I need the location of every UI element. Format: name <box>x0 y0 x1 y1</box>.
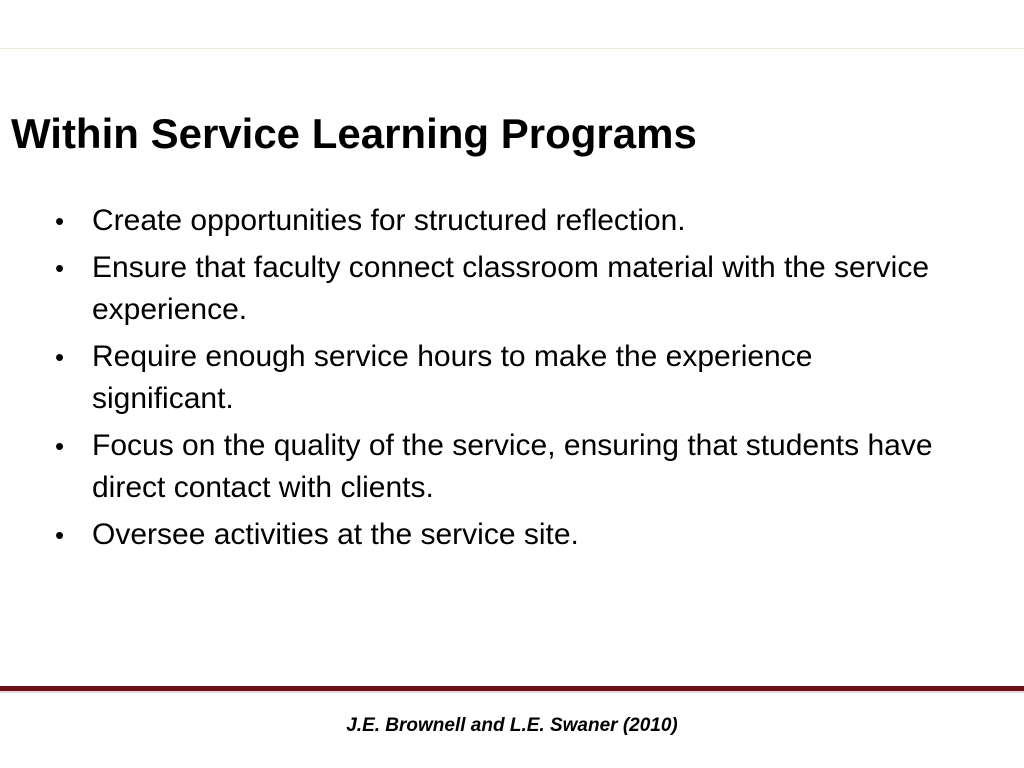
slide-title: Within Service Learning Programs <box>11 110 697 157</box>
bullet-item <box>52 336 952 420</box>
bullet-icon: • <box>55 206 65 236</box>
bullet-text: Oversee activities at the service site. <box>92 518 579 551</box>
bullet-item <box>52 425 952 509</box>
bullet-icon: • <box>55 253 65 283</box>
bullet-icon: • <box>55 520 65 550</box>
bullet-item <box>52 247 952 331</box>
bullet-icon: • <box>55 342 65 372</box>
bullet-text: Create opportunities for structured reflection. <box>92 204 686 237</box>
citation: J.E. Brownell and L.E. Swaner (2010) <box>346 715 678 736</box>
bullet-list <box>52 200 952 561</box>
bullet-text: Focus on the quality of the service, ensuring that students have direct contact with clients. <box>92 429 933 504</box>
bullet-text: Require enough service hours to make the experience significant. <box>92 340 813 415</box>
bullet-item <box>52 200 952 242</box>
bullet-icon: • <box>55 431 65 461</box>
bullet-item <box>52 514 952 556</box>
header-divider <box>0 48 1024 49</box>
footer-divider-shadow <box>0 691 1024 693</box>
bullet-text: Ensure that faculty connect classroom material with the service experience. <box>92 251 930 326</box>
